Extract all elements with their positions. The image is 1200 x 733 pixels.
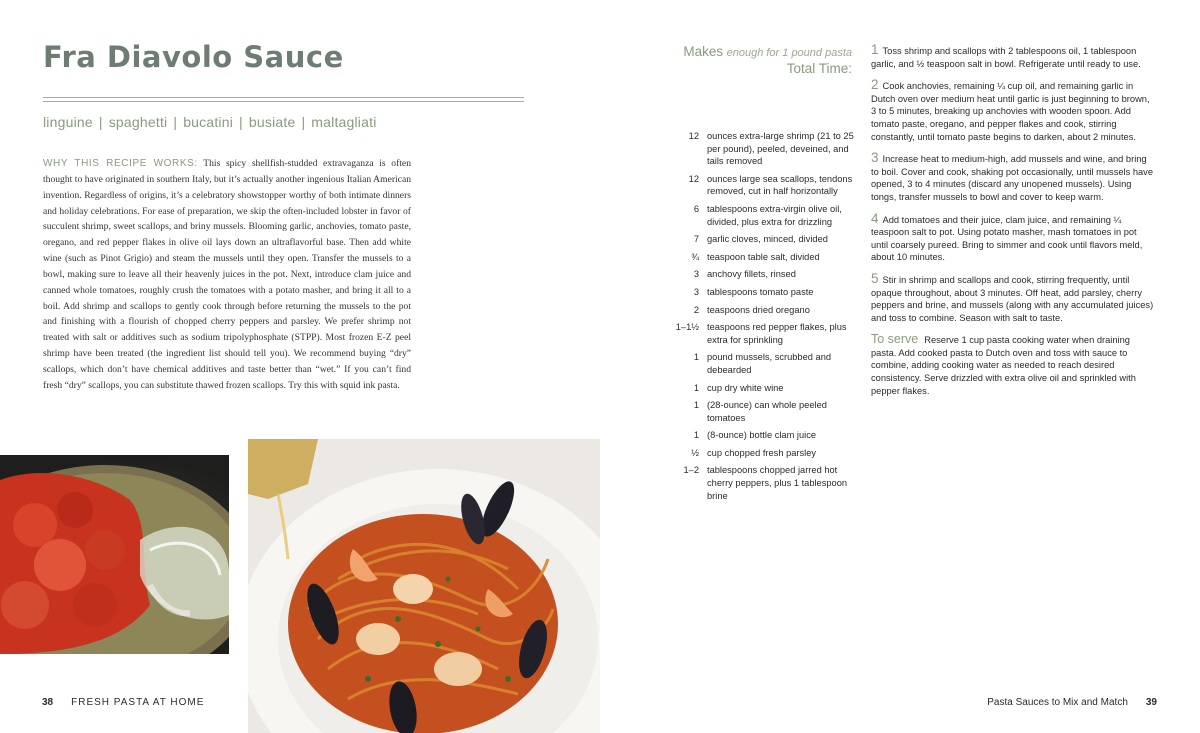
step: [871, 152, 1156, 203]
shape-separator: |: [173, 114, 178, 130]
ingredient-qty: 12: [688, 173, 699, 184]
ingredient-qty: 1–1½: [675, 322, 699, 333]
ingredient-text: (8-ounce) bottle clam juice: [707, 430, 817, 441]
ingredient-text: teaspoons dried oregano: [707, 304, 810, 315]
total-time-label: Total Time:: [786, 61, 852, 76]
finished-pasta-photo: [248, 439, 600, 733]
ingredient-row: [670, 203, 860, 228]
ingredient-text: tablespoons tomato paste: [707, 286, 814, 297]
ingredient-qty: 1: [693, 430, 699, 441]
ingredient-row: [670, 286, 860, 299]
ingredient-row: [670, 464, 860, 502]
ingredient-text: tablespoons chopped jarred hot cherry peppers, plus 1 tablespoon brine: [707, 465, 848, 501]
ingredient-row: [670, 173, 860, 198]
ingredient-qty: 12: [688, 131, 699, 141]
footer-left: [42, 697, 204, 708]
ingredient-qty: 6: [693, 203, 699, 214]
ingredient-text: teaspoon table salt, divided: [707, 251, 820, 262]
ingredient-text: tablespoons extra-virgin olive oil, divided, plus extra for drizzling: [707, 203, 842, 227]
step-number: 5: [871, 270, 879, 286]
title-rule: [43, 97, 524, 98]
makes-label: Makes: [683, 44, 724, 59]
step-number: 3: [871, 150, 879, 166]
ingredient-row: [670, 351, 860, 376]
ingredient-qty: 3: [693, 269, 699, 280]
method-steps: [871, 44, 1156, 397]
step-number: 2: [871, 77, 879, 93]
step-text: Stir in shrimp and scallops and cook, stirring frequently, until opaque throughout, about 3 minutes. Off heat, add parsley, cherry peppers and brine, and mussels (along with any accumulated juices) and toss to combine. Season with salt to taste.: [871, 274, 1154, 323]
ingredient-qty: ½: [691, 447, 699, 458]
pasta-shape: linguine: [43, 114, 93, 130]
ingredient-text: pound mussels, scrubbed and debearded: [707, 352, 832, 375]
step: [871, 44, 1156, 70]
ingredient-text: anchovy fillets, rinsed: [707, 269, 796, 280]
book-title: FRESH PASTA AT HOME: [71, 697, 205, 708]
ingredient-row: [670, 268, 860, 281]
ingredient-row: [670, 321, 860, 346]
footer-right: [987, 697, 1157, 708]
section-title: Pasta Sauces to Mix and Match: [987, 697, 1128, 708]
page-number: 39: [1145, 697, 1157, 708]
ingredient-row: [670, 399, 860, 424]
ingredient-qty: 1: [693, 382, 699, 393]
ingredient-qty: 1: [693, 400, 699, 411]
ingredient-qty: 3: [693, 286, 699, 297]
ingredient-row: [670, 130, 860, 168]
tomato-pan-illustration: [0, 455, 229, 654]
recipe-title: Fra Diavolo Sauce: [43, 40, 344, 74]
ingredient-text: ounces large sea scallops, tendons removed, cut in half horizontally: [707, 173, 853, 197]
shape-separator: |: [239, 114, 243, 130]
ingredient-row: [670, 304, 860, 317]
step-number: 4: [871, 210, 879, 226]
yield-block: [683, 44, 852, 77]
step-text: Toss shrimp and scallops with 2 tablespoons oil, 1 tablespoon garlic, and ½ teaspoon salt in bowl. Refrigerate until ready to use.: [871, 46, 1141, 69]
ingredients-list: [670, 130, 860, 502]
title-rule-lower: [43, 101, 524, 102]
step: [871, 270, 1156, 324]
shape-separator: |: [301, 114, 306, 130]
why-text: This spicy shellfish-studded extravaganza is often thought to have originated in southern Italy, but it’s actually another ingenious Italian American invention. Regardless of origins, it’s a celebratory showstopper worthy of both intimate dinners and holiday celebrations. For ease of preparation, we skip the often-included lobster in favor of succulent shrimp, sweet scallops, and briny mussels. Blooming garlic, anchovies, tomato paste, oregano, and red pepper flakes in olive oil lays down an ultraflavorful base. Then add white wine (such as Pinot Grigio) and steam the mussels until they open. Transfer the mussels to a bowl, making sure to leave all their heavenly juices in the pot. Next, introduce clam juice and canned whole tomatoes, roughly crush the tomatoes with a potato masher, and bring it all to a boil. Add shrimp and scallops to gently cook through before returning the mussels to the pot and finishing with a flourish of chopped cherry peppers and parsley. We prefer shrimp not treated with salt or additives such as sodium tripolyphosphate (STPP). Most frozen E-Z peel shrimp have been treated (the ingredient list should tell you). We recommend buying “dry” scallops, which don’t have chemical additives and taste better than “wet.” If you can’t find fresh “dry” scallops, you can substitute thawed frozen scallops. Try this with squid ink pasta.: [43, 158, 411, 391]
shape-separator: |: [98, 114, 103, 130]
to-serve-label: To serve: [871, 332, 919, 347]
ingredient-row: [670, 251, 860, 264]
to-serve-text: Reserve 1 cup pasta cooking water when draining pasta. Add cooked pasta to Dutch oven and toss with sauce to combine, adding cooking water as needed to reach desired consistency. Serve drizzled with extra olive oil and sprinkled with pepper flakes.: [871, 335, 1136, 396]
tomato-pan-photo: [0, 455, 229, 654]
step-text: Increase heat to medium-high, add mussels and wine, and bring to boil. Cover and cook, shaking pot occasionally, until mussels have opened, 3 to 4 minutes (discard any unopened mussels). Using tongs, transfer mussels to bowl and cover to keep warm.: [871, 154, 1153, 202]
ingredient-qty: 1: [693, 352, 699, 363]
ingredient-row: [670, 447, 860, 460]
ingredient-qty: 7: [693, 234, 699, 245]
ingredient-row: [670, 233, 860, 246]
to-serve: [871, 333, 1156, 397]
step-text: Cook anchovies, remaining ¼ cup oil, and remaining garlic in Dutch oven over medium heat until garlic is just beginning to brown, 3 to 5 minutes, breaking up anchovies with wooden spoon. Add tomato paste, oregano, and pepper flakes and cook, stirring constantly, until tomato paste begins to darken, about 2 minutes.: [871, 81, 1150, 142]
ingredient-text: cup dry white wine: [707, 382, 784, 393]
ingredient-row: [670, 382, 860, 395]
ingredient-text: cup chopped fresh parsley: [707, 447, 817, 458]
why-label: WHY THIS RECIPE WORKS:: [43, 158, 198, 169]
step-number: 1: [871, 42, 879, 57]
ingredient-text: (28-ounce) can whole peeled tomatoes: [707, 400, 827, 423]
makes-value: enough for 1 pound pasta: [726, 47, 852, 59]
page-number: 38: [42, 697, 54, 708]
why-this-recipe-works: [43, 156, 411, 394]
pasta-shape: bucatini: [183, 114, 234, 130]
step: [871, 79, 1156, 143]
pasta-shape: maltagliati: [311, 114, 377, 130]
ingredient-row: [670, 429, 860, 442]
step-text: Add tomatoes and their juice, clam juice, and remaining ¼ teaspoon salt to pot. Using potato masher, mash tomatoes in pot until coarsely pureed. Bring to simmer and cook until flavors meld, about 10 minutes.: [871, 214, 1143, 263]
ingredient-qty: ¾: [691, 251, 699, 262]
ingredient-qty: 1–2: [683, 465, 699, 476]
ingredient-qty: 2: [693, 304, 699, 315]
pasta-plate-illustration: [248, 439, 600, 733]
pasta-shapes: [43, 114, 377, 130]
ingredient-text: teaspoons red pepper flakes, plus extra for sprinkling: [707, 322, 847, 345]
ingredient-text: ounces extra-large shrimp (21 to 25 per pound), peeled, deveined, and tails removed: [707, 131, 854, 167]
pasta-shape: busiate: [248, 114, 296, 130]
step: [871, 210, 1156, 264]
ingredient-text: garlic cloves, minced, divided: [707, 234, 828, 245]
pasta-shape: spaghetti: [108, 114, 168, 130]
